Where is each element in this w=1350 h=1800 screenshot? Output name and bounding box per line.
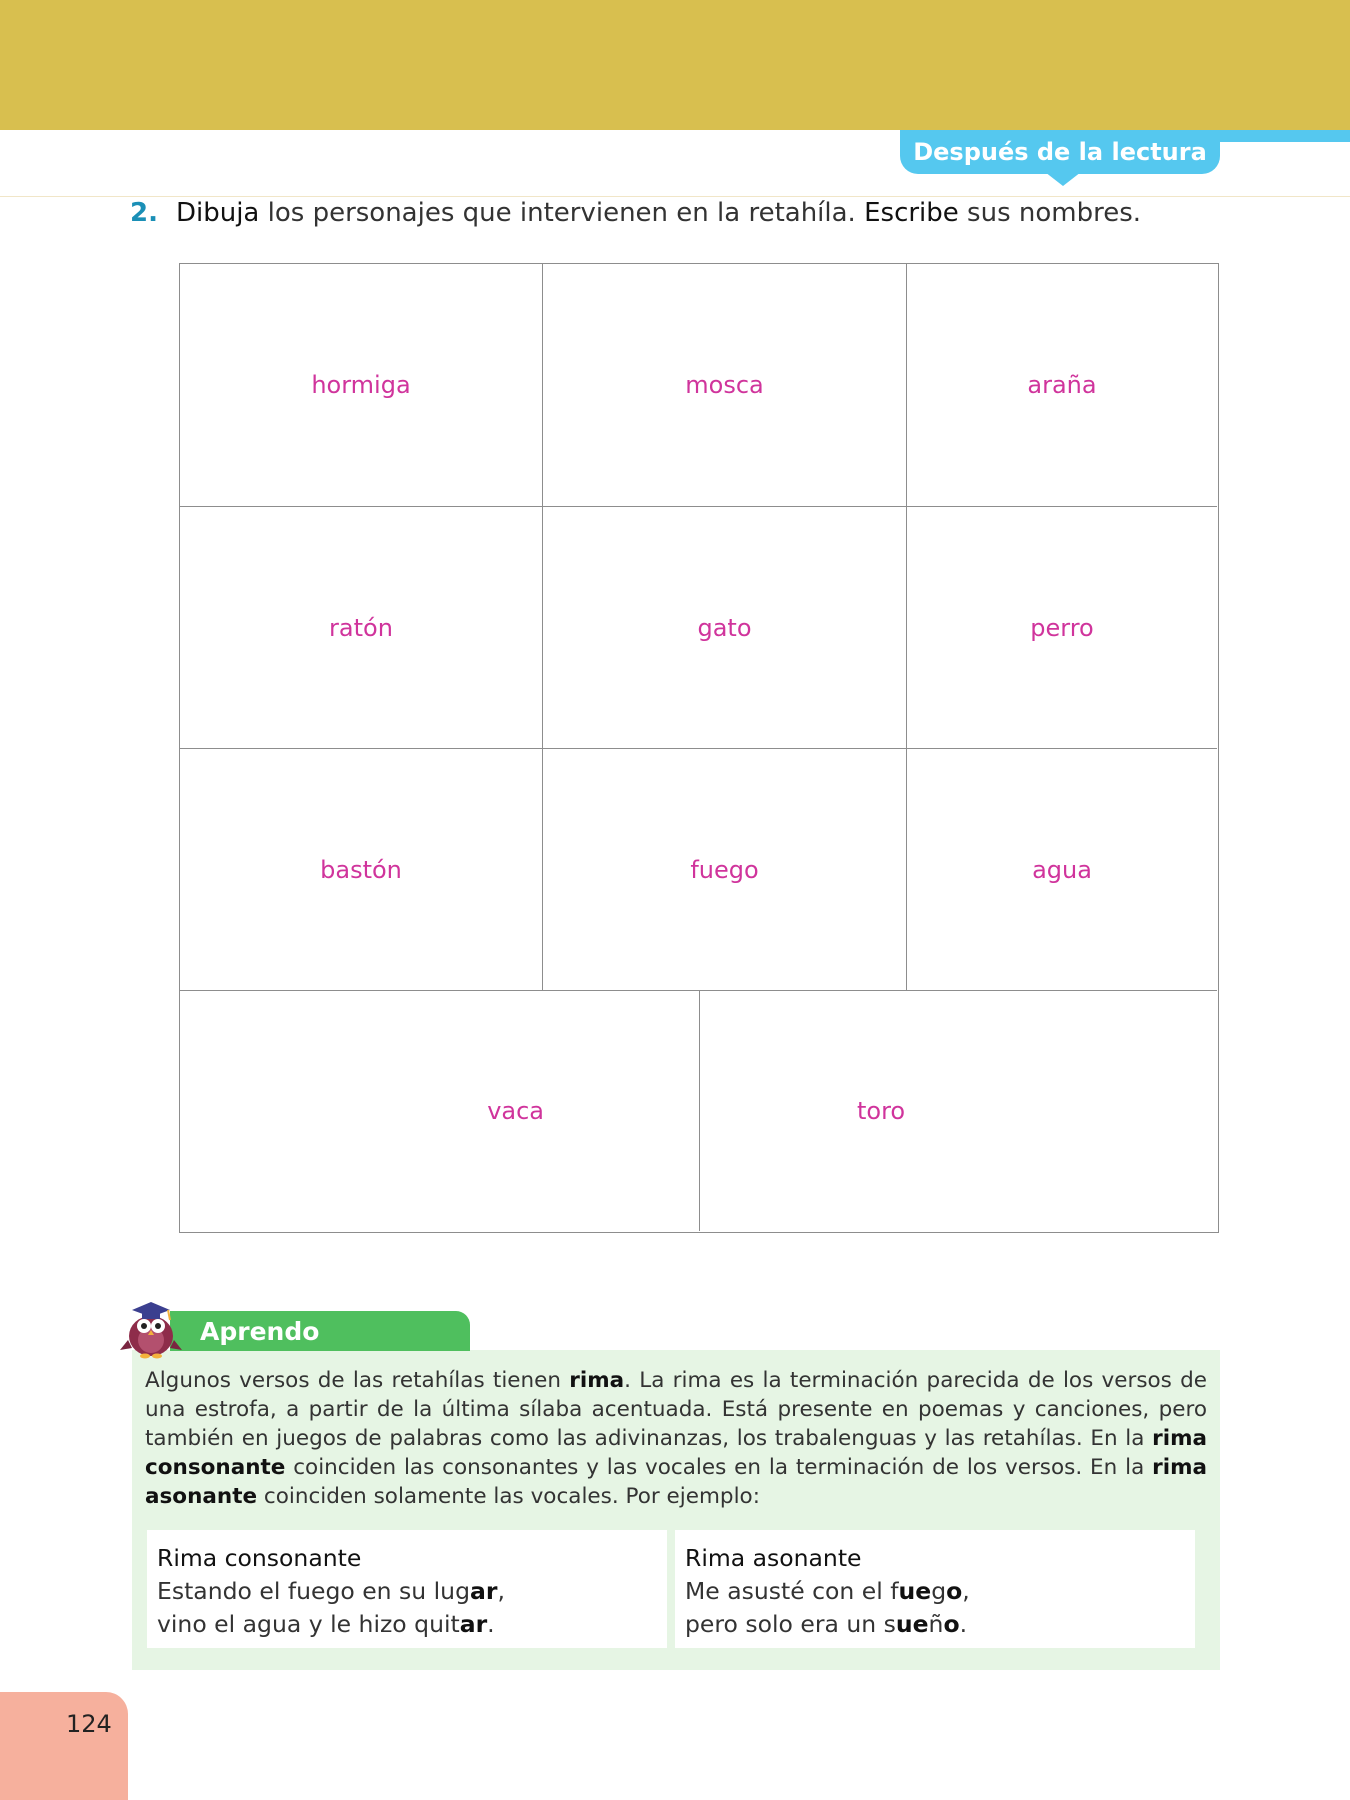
text-run: coinciden las consonantes y las vocales en la terminación de los versos. En la (285, 1455, 1153, 1480)
example-rima-consonante (147, 1530, 667, 1648)
activity-text-end: sus nombres. (958, 198, 1142, 228)
section-tab-notch (1045, 172, 1081, 186)
header-band (0, 0, 1350, 130)
cell-label: perro (1030, 613, 1094, 642)
grid-cell[interactable] (543, 507, 907, 749)
section-tab-line (1220, 130, 1350, 142)
rhyme-ending: ar (469, 1577, 498, 1605)
cell-label: agua (1032, 855, 1092, 884)
text-run: coinciden solamente las vocales. Por ejemplo: (257, 1484, 760, 1509)
example-title: Rima consonante (157, 1544, 362, 1572)
cell-label: bastón (320, 855, 402, 884)
grid-cell[interactable] (180, 991, 700, 1231)
text-run: vino el agua y le hizo quit (157, 1610, 460, 1638)
term-rima-asonante: rima asonante (145, 1455, 1207, 1509)
cell-label: gato (697, 613, 752, 642)
example-line (685, 1608, 1185, 1641)
cell-label: mosca (685, 371, 764, 399)
text-run: , (962, 1577, 970, 1605)
text-run: pero solo era un s (685, 1610, 896, 1638)
example-line (685, 1575, 1185, 1608)
grid-cell[interactable] (180, 264, 543, 507)
text-run: . (959, 1610, 968, 1638)
grid-cell[interactable] (543, 749, 907, 991)
cell-label: fuego (690, 855, 759, 884)
activity-number: 2. (130, 198, 158, 228)
example-title: Rima asonante (685, 1544, 862, 1572)
rhyme-vowels: ue (895, 1610, 929, 1638)
grid-cell[interactable] (907, 507, 1217, 749)
grid-cell[interactable] (180, 507, 543, 749)
activity-instruction (130, 198, 1141, 228)
aprendo-paragraph (145, 1366, 1207, 1511)
cell-label: hormiga (311, 371, 411, 399)
example-rima-asonante (675, 1530, 1195, 1648)
term-rima-consonante: rima consonante (145, 1426, 1207, 1480)
grid-cell[interactable] (543, 264, 907, 507)
section-label: Después de la lectura (900, 130, 1220, 174)
page-tab (0, 1692, 128, 1800)
rhyme-ending: ar (459, 1610, 488, 1638)
grid-cell[interactable] (700, 991, 1217, 1231)
text-run: . La rima es la terminación parecida de los versos de una estrofa, a partir de la última sílaba acentuada. Está presente en poemas y canciones, pero también en juegos de palabras como las adivinanzas, los trabalenguas y las retahílas. En la (145, 1368, 1207, 1451)
page-number: 124 (66, 1710, 112, 1738)
rhyme-vowels: ue (898, 1577, 932, 1605)
text-run: g (931, 1577, 947, 1605)
activity-text: los personajes que intervienen en la retahíla. (259, 198, 865, 228)
activity-verb-dibuja: Dibuja (175, 198, 260, 228)
text-run: , (497, 1577, 505, 1605)
example-line (157, 1608, 657, 1641)
rhyme-vowels: o (946, 1577, 963, 1605)
term-rima: rima (569, 1368, 625, 1393)
grid-cell[interactable] (180, 749, 543, 991)
text-run: . (487, 1610, 495, 1638)
text-run: Me asusté con el f (685, 1577, 899, 1605)
cell-label: ratón (329, 613, 393, 642)
aprendo-title: Aprendo (170, 1311, 470, 1351)
text-run: Algunos versos de las retahílas tienen (145, 1368, 570, 1393)
rhyme-vowels: o (943, 1610, 960, 1638)
owl-icon (118, 1290, 188, 1360)
activity-verb-escribe: Escribe (864, 198, 959, 228)
grid-cell[interactable] (907, 749, 1217, 991)
cell-label: toro (857, 1097, 906, 1125)
divider (0, 196, 1350, 197)
example-line (157, 1575, 657, 1608)
cell-label: vaca (487, 1097, 544, 1125)
grid-cell[interactable] (907, 264, 1217, 507)
text-run: ñ (928, 1610, 944, 1638)
text-run: Estando el fuego en su lug (157, 1577, 470, 1605)
drawing-grid (179, 263, 1219, 1233)
cell-label: araña (1027, 371, 1097, 399)
